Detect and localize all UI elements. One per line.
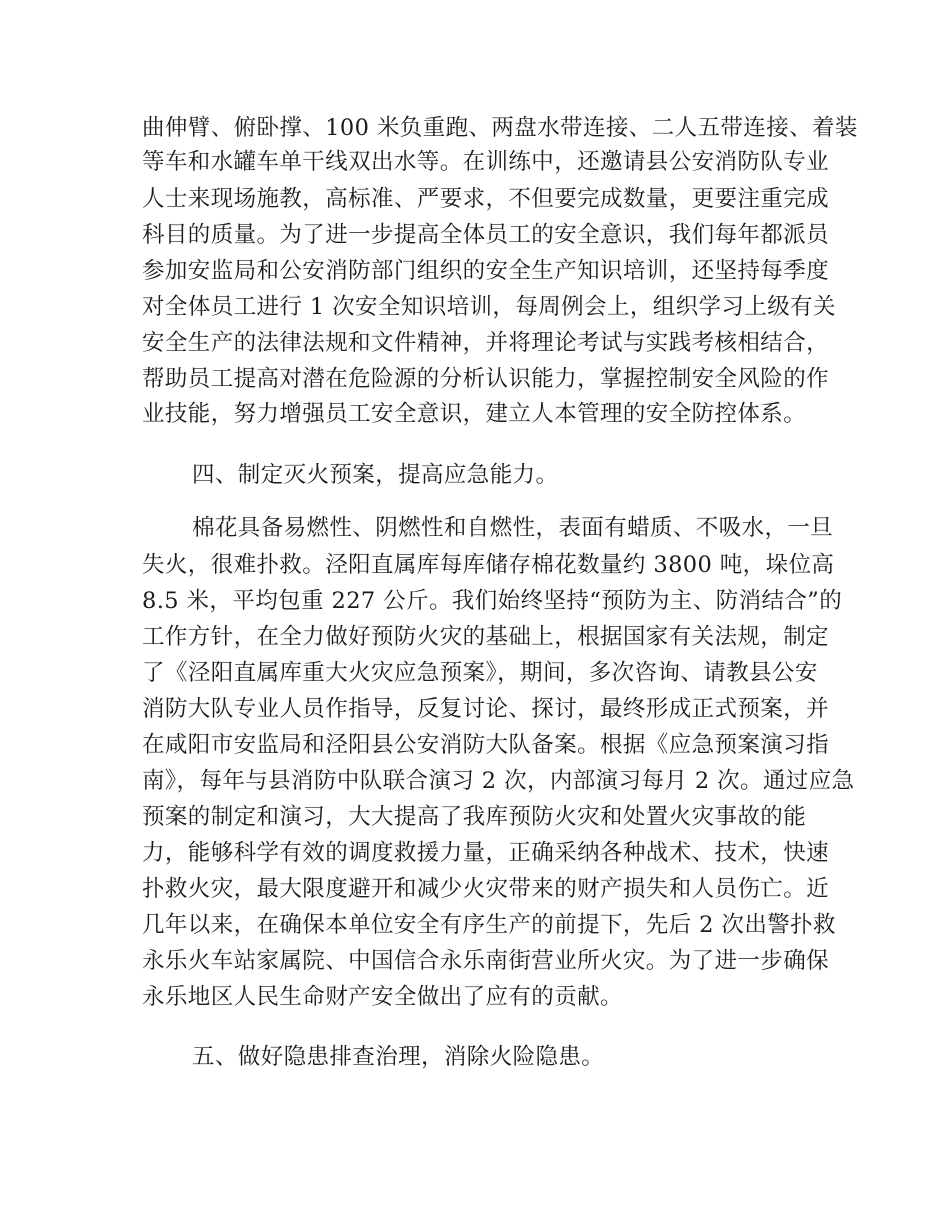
paragraph-2-line-1: 棉花具备易燃性、阴燃性和自燃性，表面有蜡质、不吸水，一旦 <box>192 515 834 541</box>
paragraph-1-line-1: 曲伸臂、俯卧撑、100 米负重跑、两盘水带连接、二人五带连接、着装 <box>142 115 858 141</box>
paragraph-2-line-14: 永乐地区人民生命财产安全做出了应有的贡献。 <box>142 984 623 1010</box>
paragraph-1-line-5: 参加安监局和公安消防部门组织的安全生产知识培训，还坚持每季度 <box>142 258 830 284</box>
paragraph-2-line-12: 几年以来，在确保本单位安全有序生产的前提下，先后 2 次出警扑救 <box>142 912 836 938</box>
paragraph-1-line-8: 帮助员工提高对潜在危险源的分析认识能力，掌握控制安全风险的作 <box>142 366 830 392</box>
paragraph-2-line-11: 扑救火灾，最大限度避开和减少火灾带来的财产损失和人员伤亡。近 <box>142 876 830 902</box>
paragraph-1-line-2: 等车和水罐车单干线双出水等。在训练中，还邀请县公安消防队专业 <box>142 149 830 175</box>
paragraph-2-line-4: 工作方针，在全力做好预防火灾的基础上，根据国家有关法规，制定 <box>142 624 830 650</box>
paragraph-1-line-3: 人士来现场施教，高标准、严要求，不但要完成数量，更要注重完成 <box>142 186 830 212</box>
paragraph-1-line-7: 安全生产的法律法规和文件精神，并将理论考试与实践考核相结合， <box>142 330 830 356</box>
paragraph-2-line-10: 力，能够科学有效的调度救援力量，正确采纳各种战术、技术，快速 <box>142 840 830 866</box>
paragraph-2-line-8: 南》，每年与县消防中队联合演习 2 次，内部演习每月 2 次。通过应急 <box>142 768 855 794</box>
paragraph-2-line-13: 永乐火车站家属院、中国信合永乐南街营业所火灾。为了进一步确保 <box>142 948 830 974</box>
paragraph-2-line-2: 失火，很难扑救。泾阳直属库每库储存棉花数量约 3800 吨，垛位高 <box>142 552 835 578</box>
paragraph-2-line-5: 了《泾阳直属库重大火灾应急预案》，期间，多次咨询、请教县公安 <box>142 660 818 686</box>
section-heading-5: 五、做好隐患排查治理，消除火险隐患。 <box>192 1044 605 1070</box>
paragraph-2-line-7: 在咸阳市安监局和泾阳县公安消防大队备案。根据《应急预案演习指 <box>142 732 830 758</box>
paragraph-2-line-9: 预案的制定和演习，大大提高了我库预防火灾和处置火灾事故的能 <box>142 804 807 830</box>
section-heading-4: 四、制定灭火预案，提高应急能力。 <box>192 462 559 488</box>
paragraph-1-line-6: 对全体员工进行 1 次安全知识培训，每周例会上，组织学习上级有关 <box>142 294 836 320</box>
paragraph-2-line-6: 消防大队专业人员作指导，反复讨论、探讨，最终形成正式预案，并 <box>142 696 830 722</box>
paragraph-1-line-9: 业技能，努力增强员工安全意识，建立人本管理的安全防控体系。 <box>142 401 807 427</box>
paragraph-1-line-4: 科目的质量。为了进一步提高全体员工的安全意识，我们每年都派员 <box>142 222 830 248</box>
paragraph-2-line-3: 8.5 米，平均包重 227 公斤。我们始终坚持“预防为主、防消结合”的 <box>142 588 843 614</box>
